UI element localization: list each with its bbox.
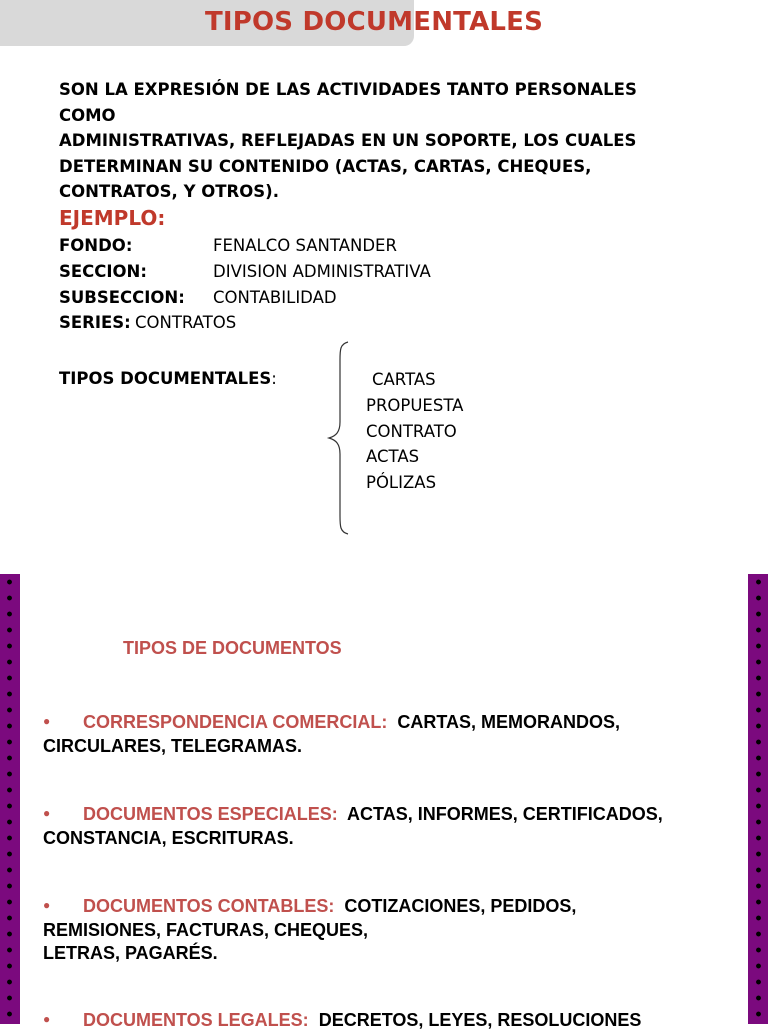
list-item-correspondencia [43, 711, 733, 758]
field-value: CONTRATOS [135, 313, 237, 332]
item-line: DECRETOS, LEYES, RESOLUCIONES [318, 1010, 642, 1030]
field-label: SUBSECCION: [59, 288, 185, 307]
list-item-legales [43, 1009, 733, 1033]
bullet-icon: ● [43, 713, 51, 728]
tipos-label-text: TIPOS DOCUMENTALES [59, 369, 272, 388]
slide-tipos-de-documentos [0, 574, 768, 1030]
intro-paragraph [59, 77, 699, 205]
item-line: ACTAS, INFORMES, CERTIFICADOS, [347, 804, 663, 824]
tipo-item: PÓLIZAS [366, 473, 437, 493]
tipo-item: CARTAS [372, 370, 436, 389]
field-label: FONDO: [59, 236, 133, 255]
curly-brace-icon [326, 340, 356, 536]
field-subseccion [59, 288, 337, 307]
list-item-contables [43, 895, 733, 965]
right-decorative-border [748, 574, 768, 1024]
item-category: DOCUMENTOS LEGALES: [83, 1010, 309, 1030]
field-label: SECCION: [59, 262, 147, 281]
list-item-especiales [43, 803, 733, 850]
tipo-item: ACTAS [366, 447, 420, 467]
field-value: FENALCO SANTANDER [213, 236, 397, 255]
item-line: CONSTANCIA, ESCRITURAS. [43, 827, 294, 848]
field-fondo [59, 236, 397, 255]
slide-title: TIPOS DOCUMENTALES [204, 7, 544, 37]
item-line: CIRCULARES, TELEGRAMAS. [43, 735, 303, 756]
item-line: REMISIONES, FACTURAS, CHEQUES, [43, 919, 369, 940]
intro-line: ADMINISTRATIVAS, REFLEJADAS EN UN SOPORTE, LOS CUALES [59, 131, 637, 150]
tipos-list [366, 367, 463, 496]
item-category: DOCUMENTOS CONTABLES: [83, 896, 335, 916]
field-series [59, 313, 237, 332]
bullet-icon: ● [43, 1011, 51, 1026]
bullet-icon: ● [43, 897, 51, 912]
item-line: CARTAS, MEMORANDOS, [397, 712, 621, 732]
dot-pattern [756, 574, 761, 1024]
dot-pattern [7, 574, 12, 1024]
item-line: COTIZACIONES, PEDIDOS, [344, 896, 577, 916]
tipo-item: PROPUESTA [366, 395, 464, 415]
intro-line: SON LA EXPRESIÓN DE LAS ACTIVIDADES TANTO PERSONALES COMO [59, 80, 637, 125]
intro-line: CONTRATOS, Y OTROS). [59, 182, 279, 201]
tipos-documentales-label [59, 369, 277, 388]
item-category: CORRESPONDENCIA COMERCIAL: [83, 712, 388, 732]
slide2-heading: TIPOS DE DOCUMENTOS [123, 638, 342, 658]
field-label: SERIES: [59, 313, 131, 332]
intro-line: DETERMINAN SU CONTENIDO (ACTAS, CARTAS, CHEQUES, [59, 156, 592, 176]
example-heading: EJEMPLO: [59, 206, 166, 230]
tipos-label-colon: : [271, 369, 277, 388]
item-line: LETRAS, PAGARÉS. [43, 942, 218, 963]
bullet-icon: ● [43, 805, 51, 820]
field-seccion [59, 262, 431, 281]
field-value: CONTABILIDAD [213, 288, 337, 307]
tipo-item: CONTRATO [366, 421, 457, 441]
item-category: DOCUMENTOS ESPECIALES: [83, 804, 338, 824]
field-value: DIVISION ADMINISTRATIVA [213, 262, 431, 281]
left-decorative-border [0, 574, 20, 1024]
